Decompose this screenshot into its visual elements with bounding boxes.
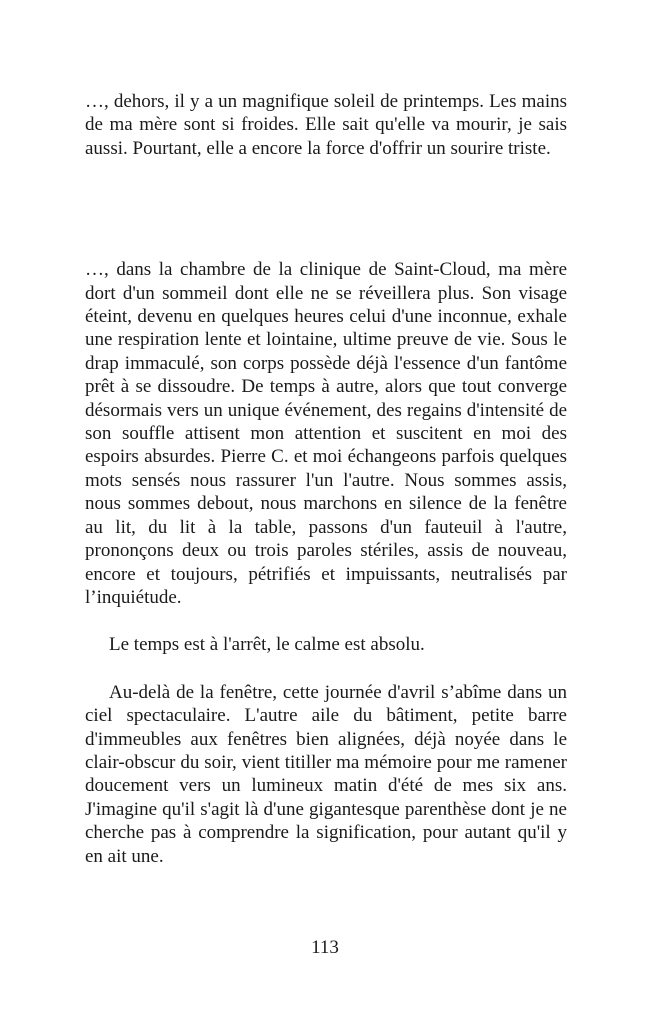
page-number: 113 — [311, 937, 339, 958]
page-body — [85, 90, 567, 868]
paragraph-time-stopped: Le temps est à l'arrêt, le calme est absolu. — [109, 634, 425, 656]
paragraph-spring-sun: …, dehors, il y a un magnifique soleil de printemps. Les mains de ma mère sont si froides. Elle sait qu'elle va mourir, je sais aussi. Pourtant, elle a encore la force d'offrir un sourire triste. — [85, 91, 567, 159]
paragraph-clinic-room: …, dans la chambre de la clinique de Saint-Cloud, ma mère dort d'un sommeil dont elle ne se réveillera plus. Son visage éteint, devenu en quelques heures celui d'une inconnue, exhale une respiration lente et lointaine, ultime preuve de vie. Sous le drap immaculé, son corps possède déjà l'essence d'un fantôme prêt à se dissoudre. De temps à autre, alors que tout converge désormais vers un unique événement, des regains d'intensité de son souffle attisent mon attention et suscitent en moi des espoirs absurdes. Pierre C. et moi échangeons parfois quelques mots sensés nous rassurer l'un l'autre. Nous sommes assis, nous sommes debout, nous marchons en silence de la fenêtre au lit, du lit à la table, passons d'un fauteuil à l'autre, prononçons deux ou trois paroles stériles, assis de nouveau, encore et toujours, pétrifiés et impuissants, neutralisés par l’inquiétude. — [85, 259, 567, 608]
paragraph-april-evening: Au-delà de la fenêtre, cette journée d'avril s’abîme dans un ciel spectaculaire. L'autre aile du bâtiment, petite barre d'immeubles aux fenêtres bien alignées, déjà noyée dans le clair-obscur du soir, vient titiller ma mémoire pour me ramener doucement vers un lumineux matin d'été de mes six ans. J'imagine qu'il s'agit là d'une gigantesque parenthèse dont je ne cherche pas à comprendre la signification, pour autant qu'il y en ait une. — [85, 681, 567, 867]
